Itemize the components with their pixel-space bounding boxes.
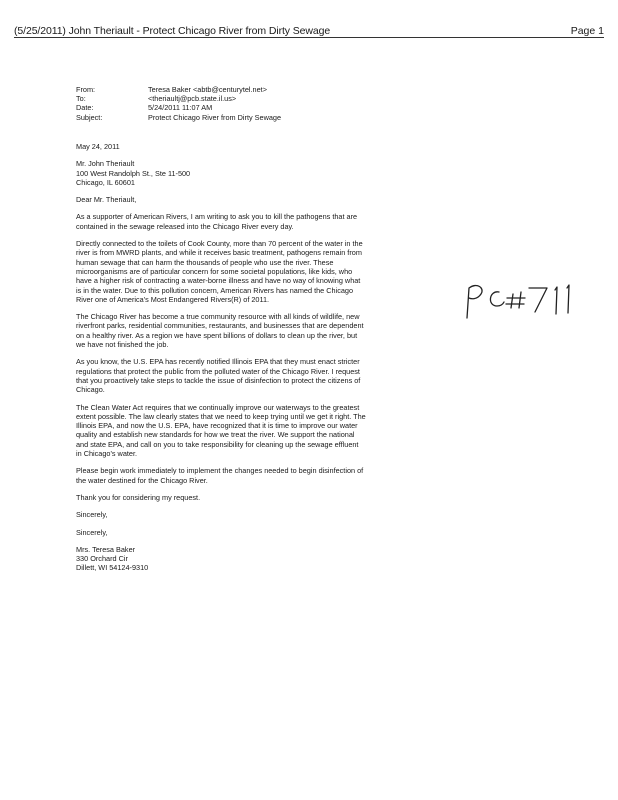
letter-date: May 24, 2011 <box>76 142 120 151</box>
letter-body <box>76 142 366 581</box>
paragraph: The Clean Water Act requires that we continually improve our waterways to the greatest extent possible. The law clearly states that we need to keep trying until we get it right. The Illinois EPA, and now the U.S. EPA, have recognized that it is time to improve our water quality and establish new standards for how we treat the river. We support the national and state EPA, and call on you to take responsibility for cleaning up the sewage effluent in Chicago's water. <box>76 402 366 459</box>
from-value: Teresa Baker <abtb@centurytel.net> <box>148 85 267 94</box>
subject-label: Subject: <box>76 112 103 122</box>
paragraph: As you know, the U.S. EPA has recently notified Illinois EPA that they must enact stricter regulations that protect the public from the polluted water of the Chicago River. I request that you proactively take steps to tackle the issue of disinfection to protect the citizens of Chicago. <box>76 357 361 395</box>
page-header <box>14 25 604 38</box>
paragraph: Please begin work immediately to implement the changes needed to begin disinfection of the water destined for the Chicago River. <box>76 466 364 485</box>
paragraph: Directly connected to the toilets of Cook County, more than 70 percent of the water in the river is from MWRD plants, and while it receives basic treatment, pathogens remain from human sewage that can harm the thousands of people who use the river. These microorganisms are of particular concern for some societal populations, like kids, who have a higher risk of contracting a water-borne illness and have no way of knowing what is in the water. Due to this pollution concern, American Rivers has named the Chicago River one of America's Most Endangered Rivers(R) of 2011. <box>76 239 363 304</box>
paragraph: The Chicago River has become a true community resource with all kinds of wildlife, new riverfront parks, residential communities, restaurants, and businesses that are dependent on a healthy river. As a region we have spent billions of dollars to clean up the river, but we have not finished the job. <box>76 312 364 350</box>
paragraph: As a supporter of American Rivers, I am writing to ask you to kill the pathogens that are contained in the sewage released into the Chicago River every day. <box>76 212 358 231</box>
closing: Sincerely, <box>76 527 108 537</box>
meta-row-subject <box>76 113 281 122</box>
header-rule <box>14 37 604 38</box>
signature-line: Dillett, WI 54124-9310 <box>76 563 149 573</box>
meta-row-from <box>76 85 281 94</box>
page-number: Page 1 <box>570 25 604 37</box>
to-value: <theriaultj@pcb.state.il.us> <box>148 94 237 104</box>
recipient-line: 100 West Randolph St., Ste 11-500 <box>76 168 191 178</box>
from-label: From: <box>76 85 96 94</box>
recipient-line: Chicago, IL 60601 <box>76 177 135 187</box>
meta-row-to <box>76 94 281 103</box>
paragraph: Thank you for considering my request. <box>76 492 201 502</box>
subject-value: Protect Chicago River from Dirty Sewage <box>148 112 282 122</box>
header-title: (5/25/2011) John Theriault - Protect Chicago River from Dirty Sewage <box>14 25 331 37</box>
handwritten-note <box>463 280 578 320</box>
recipient-line: Mr. John Theriault <box>76 159 135 169</box>
salutation: Dear Mr. Theriault, <box>76 195 137 205</box>
to-label: To: <box>76 94 86 104</box>
email-metadata <box>76 85 281 122</box>
signature-line: Mrs. Teresa Baker <box>76 544 136 554</box>
date-value: 5/24/2011 11:07 AM <box>148 103 213 113</box>
closing: Sincerely, <box>76 510 108 520</box>
meta-row-date <box>76 103 281 112</box>
date-label: Date: <box>76 103 94 113</box>
signature-line: 330 Orchard Cir <box>76 554 128 564</box>
